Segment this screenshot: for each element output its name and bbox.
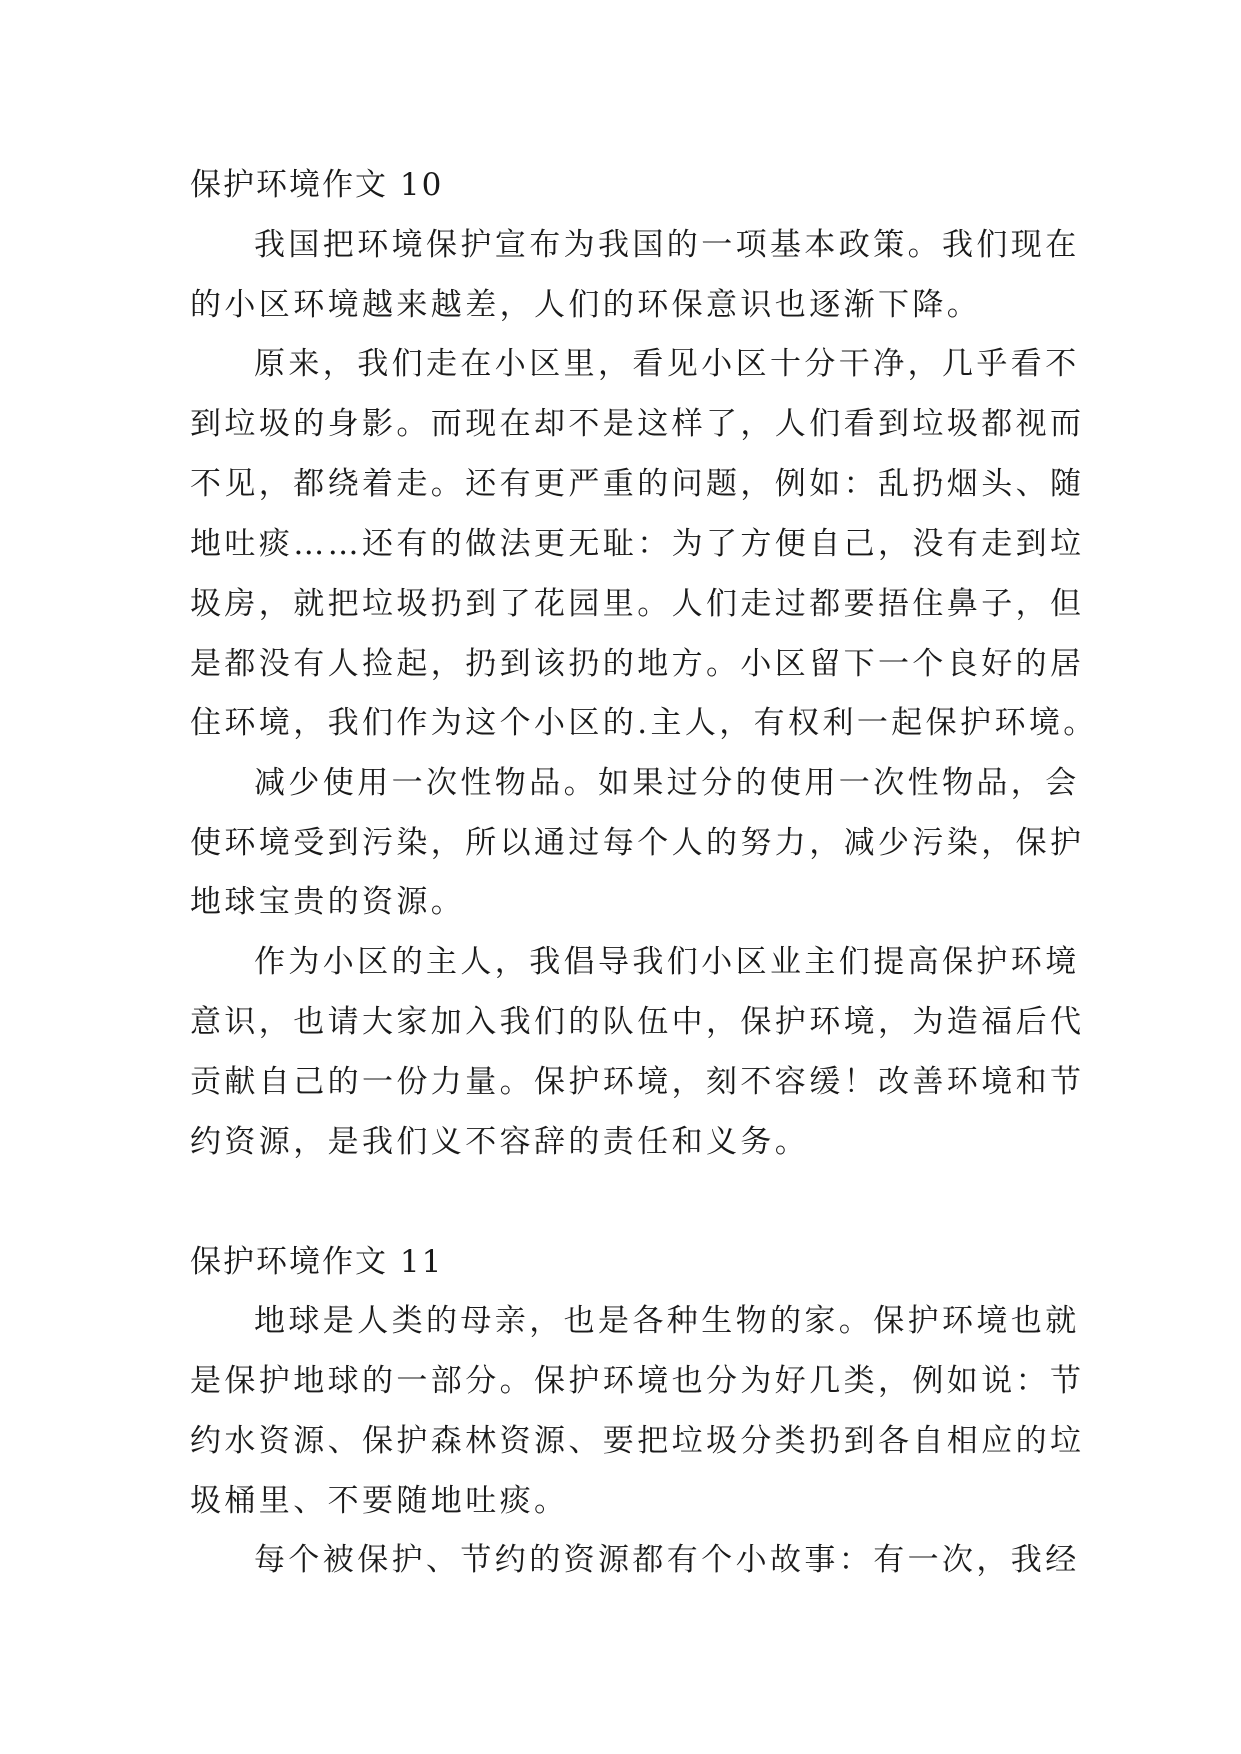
essay-10-line: 约资源，是我们义不容辞的责任和义务。 bbox=[190, 1124, 810, 1160]
essay-10-line: 是都没有人捡起，扔到该扔的地方。小区留下一个良好的居 bbox=[190, 646, 1085, 682]
essay-10-line: 使环境受到污染，所以通过每个人的努力，减少污染，保护 bbox=[190, 825, 1085, 861]
essay-11-line: 约水资源、保护森林资源、要把垃圾分类扔到各自相应的垃 bbox=[190, 1423, 1085, 1459]
essay-10-line: 意识，也请大家加入我们的队伍中，保护环境，为造福后代 bbox=[190, 1004, 1085, 1040]
essay-10-title: 保护环境作文 10 bbox=[190, 167, 444, 203]
essay-10-line: 的小区环境越来越差，人们的环保意识也逐渐下降。 bbox=[190, 287, 982, 323]
essay-10-line: 贡献自己的一份力量。保护环境，刻不容缓！改善环境和节 bbox=[190, 1064, 1085, 1100]
essay-10-line: 到垃圾的身影。而现在却不是这样了，人们看到垃圾都视而 bbox=[190, 406, 1085, 442]
essay-11-line: 圾桶里、不要随地吐痰。 bbox=[190, 1483, 569, 1519]
essay-10-line: 地球宝贵的资源。 bbox=[190, 884, 466, 920]
essay-10-line: 圾房，就把垃圾扔到了花园里。人们走过都要捂住鼻子，但 bbox=[190, 586, 1085, 622]
essay-11-line: 是保护地球的一部分。保护环境也分为好几类，例如说：节 bbox=[190, 1363, 1085, 1399]
essay-10-line: 地吐痰……还有的做法更无耻：为了方便自己，没有走到垃 bbox=[190, 526, 1085, 562]
essay-10-line: 原来，我们走在小区里，看见小区十分干净，几乎看不 bbox=[254, 346, 1080, 382]
essay-11-line: 地球是人类的母亲，也是各种生物的家。保护环境也就 bbox=[254, 1303, 1080, 1339]
essay-10-line: 住环境，我们作为这个小区的.主人，有权利一起保护环境。 bbox=[190, 705, 1098, 741]
essay-10-line: 不见，都绕着走。还有更严重的问题，例如：乱扔烟头、随 bbox=[190, 466, 1085, 502]
essay-10-line: 我国把环境保护宣布为我国的一项基本政策。我们现在 bbox=[254, 227, 1080, 263]
essay-11-title: 保护环境作文 11 bbox=[190, 1244, 444, 1280]
essay-11-line: 每个被保护、节约的资源都有个小故事：有一次，我经 bbox=[254, 1542, 1080, 1578]
essay-10-line: 减少使用一次性物品。如果过分的使用一次性物品，会 bbox=[254, 765, 1080, 801]
essay-10-line: 作为小区的主人，我倡导我们小区业主们提高保护环境 bbox=[254, 944, 1080, 980]
